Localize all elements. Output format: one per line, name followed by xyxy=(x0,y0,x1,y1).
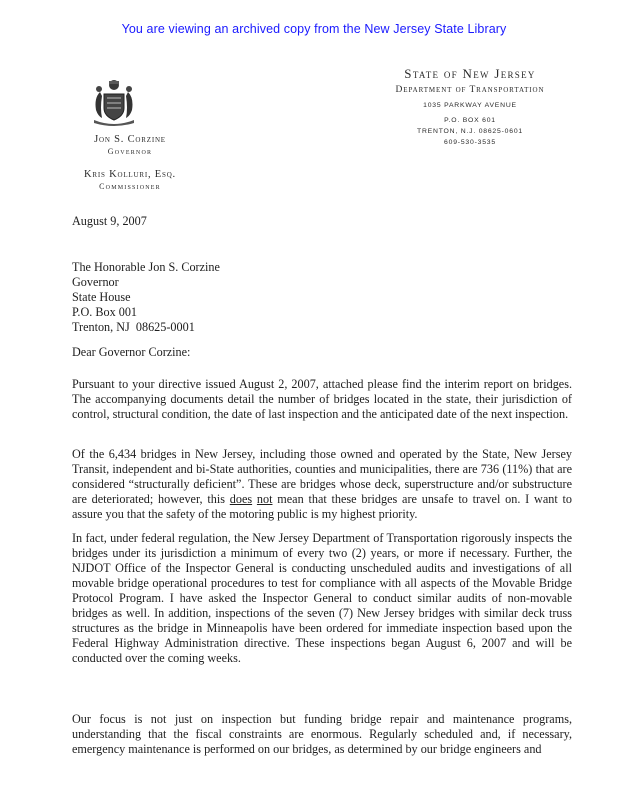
paragraph-2-text: Of the 6,434 bridges in New Jersey, including those owned and operated by the State, New Jersey Transit, independent and bi-State authorities, counties and municipalities, there are 736 (11%) that are considered “structurally deficient”. These are bridges whose deck, superstructure and/or substructure are deteriorated; however, this xyxy=(72,447,572,506)
paragraph-4: Our focus is not just on inspection but funding bridge repair and maintenance programs, understanding that the fiscal constraints are enormous. Regularly scheduled and, if necessary, emergency maintenance is performed on our bridges, as determined by our bridge engineers and xyxy=(72,712,572,756)
addressee-line: The Honorable Jon S. Corzine xyxy=(72,260,220,274)
state-seal-icon xyxy=(90,76,138,126)
address-city: TRENTON, N.J. 08625-0601 xyxy=(417,128,523,135)
state-name: State of New Jersey xyxy=(404,66,536,81)
department-letterhead xyxy=(360,66,580,148)
addressee-line: Governor xyxy=(72,275,119,289)
archive-banner: You are viewing an archived copy from the New Jersey State Library xyxy=(121,22,507,36)
letter-date: August 9, 2007 xyxy=(72,214,147,228)
emphasis-not: not xyxy=(256,492,273,506)
address-phone: 609-530-3535 xyxy=(444,139,496,146)
commissioner-title: Commissioner xyxy=(99,182,161,191)
paragraph-2 xyxy=(72,447,572,522)
governor-title: Governor xyxy=(107,147,153,156)
paragraph-3: In fact, under federal regulation, the New Jersey Department of Transportation rigorously inspects the bridges under its jurisdiction a minimum of every two (2) years, or more if necessary. Further, the NJDOT Office of the Inspector General is conducting unscheduled audits and investigations of all movable bridge operational procedures to test for compliance with all aspects of the Movable Bridge Protocol Program. I have asked the Inspector General to conduct similar audits of non-movable bridges as well. In addition, inspections of the seven (7) New Jersey bridges with similar deck truss structures as the bridge in Minneapolis have been ordered for immediate inspection based upon the Federal Highway Administration directive. These inspections began August 6, 2007 and will be conducted over the coming weeks. xyxy=(72,531,572,665)
paragraph-2-text-end: mean that these bridges are unsafe to travel on. I want to assure you that the safety of the motoring public is my highest priority. xyxy=(72,492,572,521)
salutation: Dear Governor Corzine: xyxy=(72,345,191,359)
department-name: Department of Transportation xyxy=(395,85,545,95)
addressee-line: Trenton, NJ 08625-0001 xyxy=(72,320,195,334)
governor-name: Jon S. Corzine xyxy=(94,134,166,145)
address-pobox: P.O. BOX 601 xyxy=(444,117,496,124)
addressee-block xyxy=(72,260,572,335)
addressee-line: State House xyxy=(72,290,131,304)
paragraph-1: Pursuant to your directive issued August 2, 2007, attached please find the interim report on bridges. The accompanying documents detail the number of bridges located in the state, their jurisdiction of control, structural condition, the date of last inspection and the anticipated date of the next inspection. xyxy=(72,377,572,421)
emphasis-does: does xyxy=(229,492,253,506)
address-street: 1035 PARKWAY AVENUE xyxy=(423,102,517,109)
addressee-line: P.O. Box 001 xyxy=(72,305,138,319)
commissioner-name: Kris Kolluri, Esq. xyxy=(84,169,176,180)
officials-block xyxy=(60,134,200,191)
